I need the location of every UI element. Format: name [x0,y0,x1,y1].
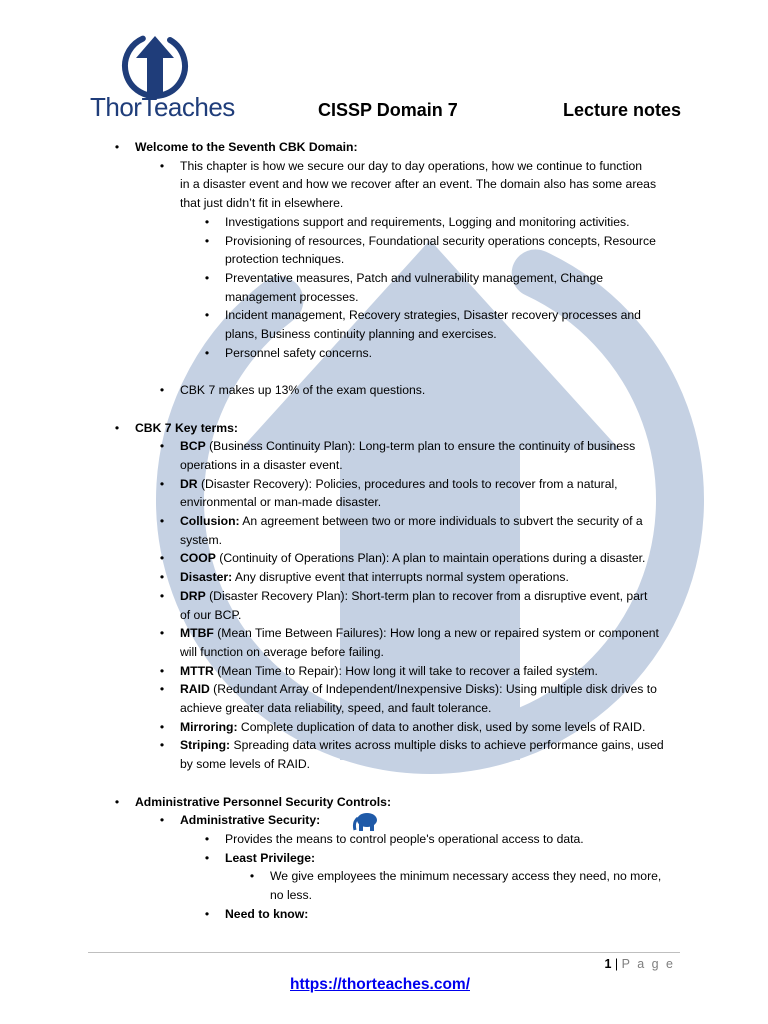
outline-text [225,325,497,344]
bold-term: Striping: [180,738,231,753]
text-run: Complete duplication of data to another disk, used by some levels of RAID. [237,719,646,734]
bold-term: RAID [180,682,210,697]
outline-text [135,793,391,812]
outline-text [180,175,656,194]
bullet-point: • [114,794,120,809]
bold-term: Administrative Security: [180,813,321,828]
document-title: CISSP Domain 7 [318,100,458,120]
outline-text [270,867,661,886]
outline-text [180,587,647,606]
text-run: (Business Continuity Plan): Long-term plan to ensure the continuity of business [205,439,636,454]
text-run: system. [180,532,222,547]
text-run: Investigations support and requirements, Logging and monitoring activities. [225,214,630,229]
outline-text [225,213,629,232]
bold-term: MTTR [180,663,214,678]
bullet-point: • [159,738,165,753]
footer-website-link[interactable]: https://thorteaches.com/ [290,976,470,993]
text-run: CBK 7 makes up 13% of the exam questions. [180,383,426,398]
outline-text [180,194,343,213]
outline-text [180,662,598,681]
text-run: (Continuity of Operations Plan): A plan to maintain operations during a disaster. [215,551,646,566]
text-run: operations in a disaster event. [180,457,343,472]
bullet-point: • [159,626,165,641]
text-run: environmental or man-made disaster. [180,495,382,510]
text-run: (Disaster Recovery): Policies, procedures and tools to recover from a natural, [197,476,618,491]
bold-term: CBK 7 Key terms: [135,420,238,435]
bold-term: Administrative Personnel Security Controls: [135,794,391,809]
text-run: Provisioning of resources, Foundational security operations concepts, Resource [225,233,656,248]
bullet-point: • [159,476,165,491]
text-run: Any disruptive event that interrupts normal system operations. [232,570,569,585]
text-run: This chapter is how we secure our day to day operations, how we continue to function [180,158,643,173]
text-run: achieve greater data reliability, speed, and fault tolerance. [180,701,492,715]
bullet-point: • [159,439,165,454]
bullet-point: • [159,719,165,734]
bullet-point: • [114,140,120,154]
text-run: in a disaster event and how we recover after an event. The domain also has some areas [180,177,657,192]
bullet-point: • [204,214,210,229]
text-run: management processes. [225,289,359,304]
outline-text [180,755,310,774]
outline-text [225,250,344,269]
bullet-point: • [204,233,210,248]
outline-text [225,849,315,868]
text-run: that just didn’t fit in elsewhere. [180,196,344,211]
text-run: Spreading data writes across multiple disks to achieve performance gains, used [230,738,664,753]
text-run: (Mean Time Between Failures): How long a new or repaired system or component [213,626,659,641]
page-number: 1 | P a g e [604,957,675,971]
outline-text [225,905,308,924]
bold-term: MTBF [180,626,214,641]
outline-text [270,886,312,905]
outline-text [225,344,372,363]
text-run: Incident management, Recovery strategies, Disaster recovery processes and [225,308,641,323]
text-run: of our BCP. [180,607,242,622]
bold-term: BCP [180,439,206,454]
text-run: protection techniques. [225,252,345,267]
text-run: Preventative measures, Patch and vulnerability management, Change [225,270,604,285]
text-run: (Mean Time to Repair): How long it will take to recover a failed system. [213,663,598,678]
outline-text [225,232,656,251]
bullet-point: • [159,551,165,566]
bullet-point: • [249,869,255,884]
bullet-point: • [204,850,210,865]
bold-term: Collusion: [180,514,240,528]
bullet-point: • [114,420,120,435]
text-run: plans, Business continuity planning and exercises. [225,327,497,341]
outline-text [135,138,358,157]
text-run: no less. [270,888,313,902]
outline-text [180,549,645,568]
bold-term: Least Privilege: [225,850,316,865]
text-run: We give employees the minimum necessary access they need, no more, [270,869,662,884]
bullet-point: • [204,308,210,323]
outline-text [180,512,643,531]
bold-term: Need to know: [225,906,309,921]
outline-text [180,456,343,475]
outline-text [180,699,491,718]
bullet-point: • [204,345,210,360]
text-run: Personnel safety concerns. [225,345,373,360]
bullet-point: • [159,588,165,603]
outline-text [180,157,642,176]
bullet-point: • [159,514,165,528]
outline-text [225,288,358,307]
outline-text [180,718,645,737]
bullet-point: • [159,813,165,828]
brand-name: ThorTeaches [90,92,235,122]
outline-text [180,680,657,699]
text-run: (Disaster Recovery Plan): Short-term plan to recover from a disruptive event, part [205,588,648,603]
text-run: Provides the means to control people's operational access to data. [225,831,584,846]
text-run: (Redundant Array of Independent/Inexpensive Disks): Using multiple disk drives to [209,682,657,697]
bullet-point: • [159,570,165,585]
bullet-point: • [204,906,210,921]
outline-text [180,475,618,494]
bullet-point: • [159,682,165,697]
outline-text [180,568,569,587]
outline-text [225,269,603,288]
document-subtitle: Lecture notes [563,100,682,120]
footer-separator [88,952,680,953]
bold-term: Disaster: [180,570,233,585]
outline-text [180,606,241,625]
outline-text [135,419,238,438]
bold-term: DRP [180,588,206,603]
bold-term: COOP [180,551,216,566]
outline-text [225,306,641,325]
outline-text [180,643,384,662]
bullet-point: • [204,270,210,285]
outline-text [180,736,664,755]
outline-text [180,531,222,550]
outline-text [180,381,425,400]
bullet-point: • [159,663,165,678]
bold-term: Welcome to the Seventh CBK Domain: [135,140,358,154]
bullet-point: • [159,383,165,398]
bullet-point: • [204,831,210,846]
text-run: An agreement between two or more individuals to subvert the security of a [239,514,643,528]
bold-term: Mirroring: [180,719,238,734]
outline-text [180,437,635,456]
text-run: by some levels of RAID. [180,757,311,772]
bold-term: DR [180,476,198,491]
outline-text [180,493,381,512]
outline-text [225,830,584,849]
outline-text [180,811,320,830]
outline-text [180,624,659,643]
text-run: will function on average before failing. [180,644,384,659]
elephant-icon [352,810,380,832]
bullet-point: • [159,158,165,173]
